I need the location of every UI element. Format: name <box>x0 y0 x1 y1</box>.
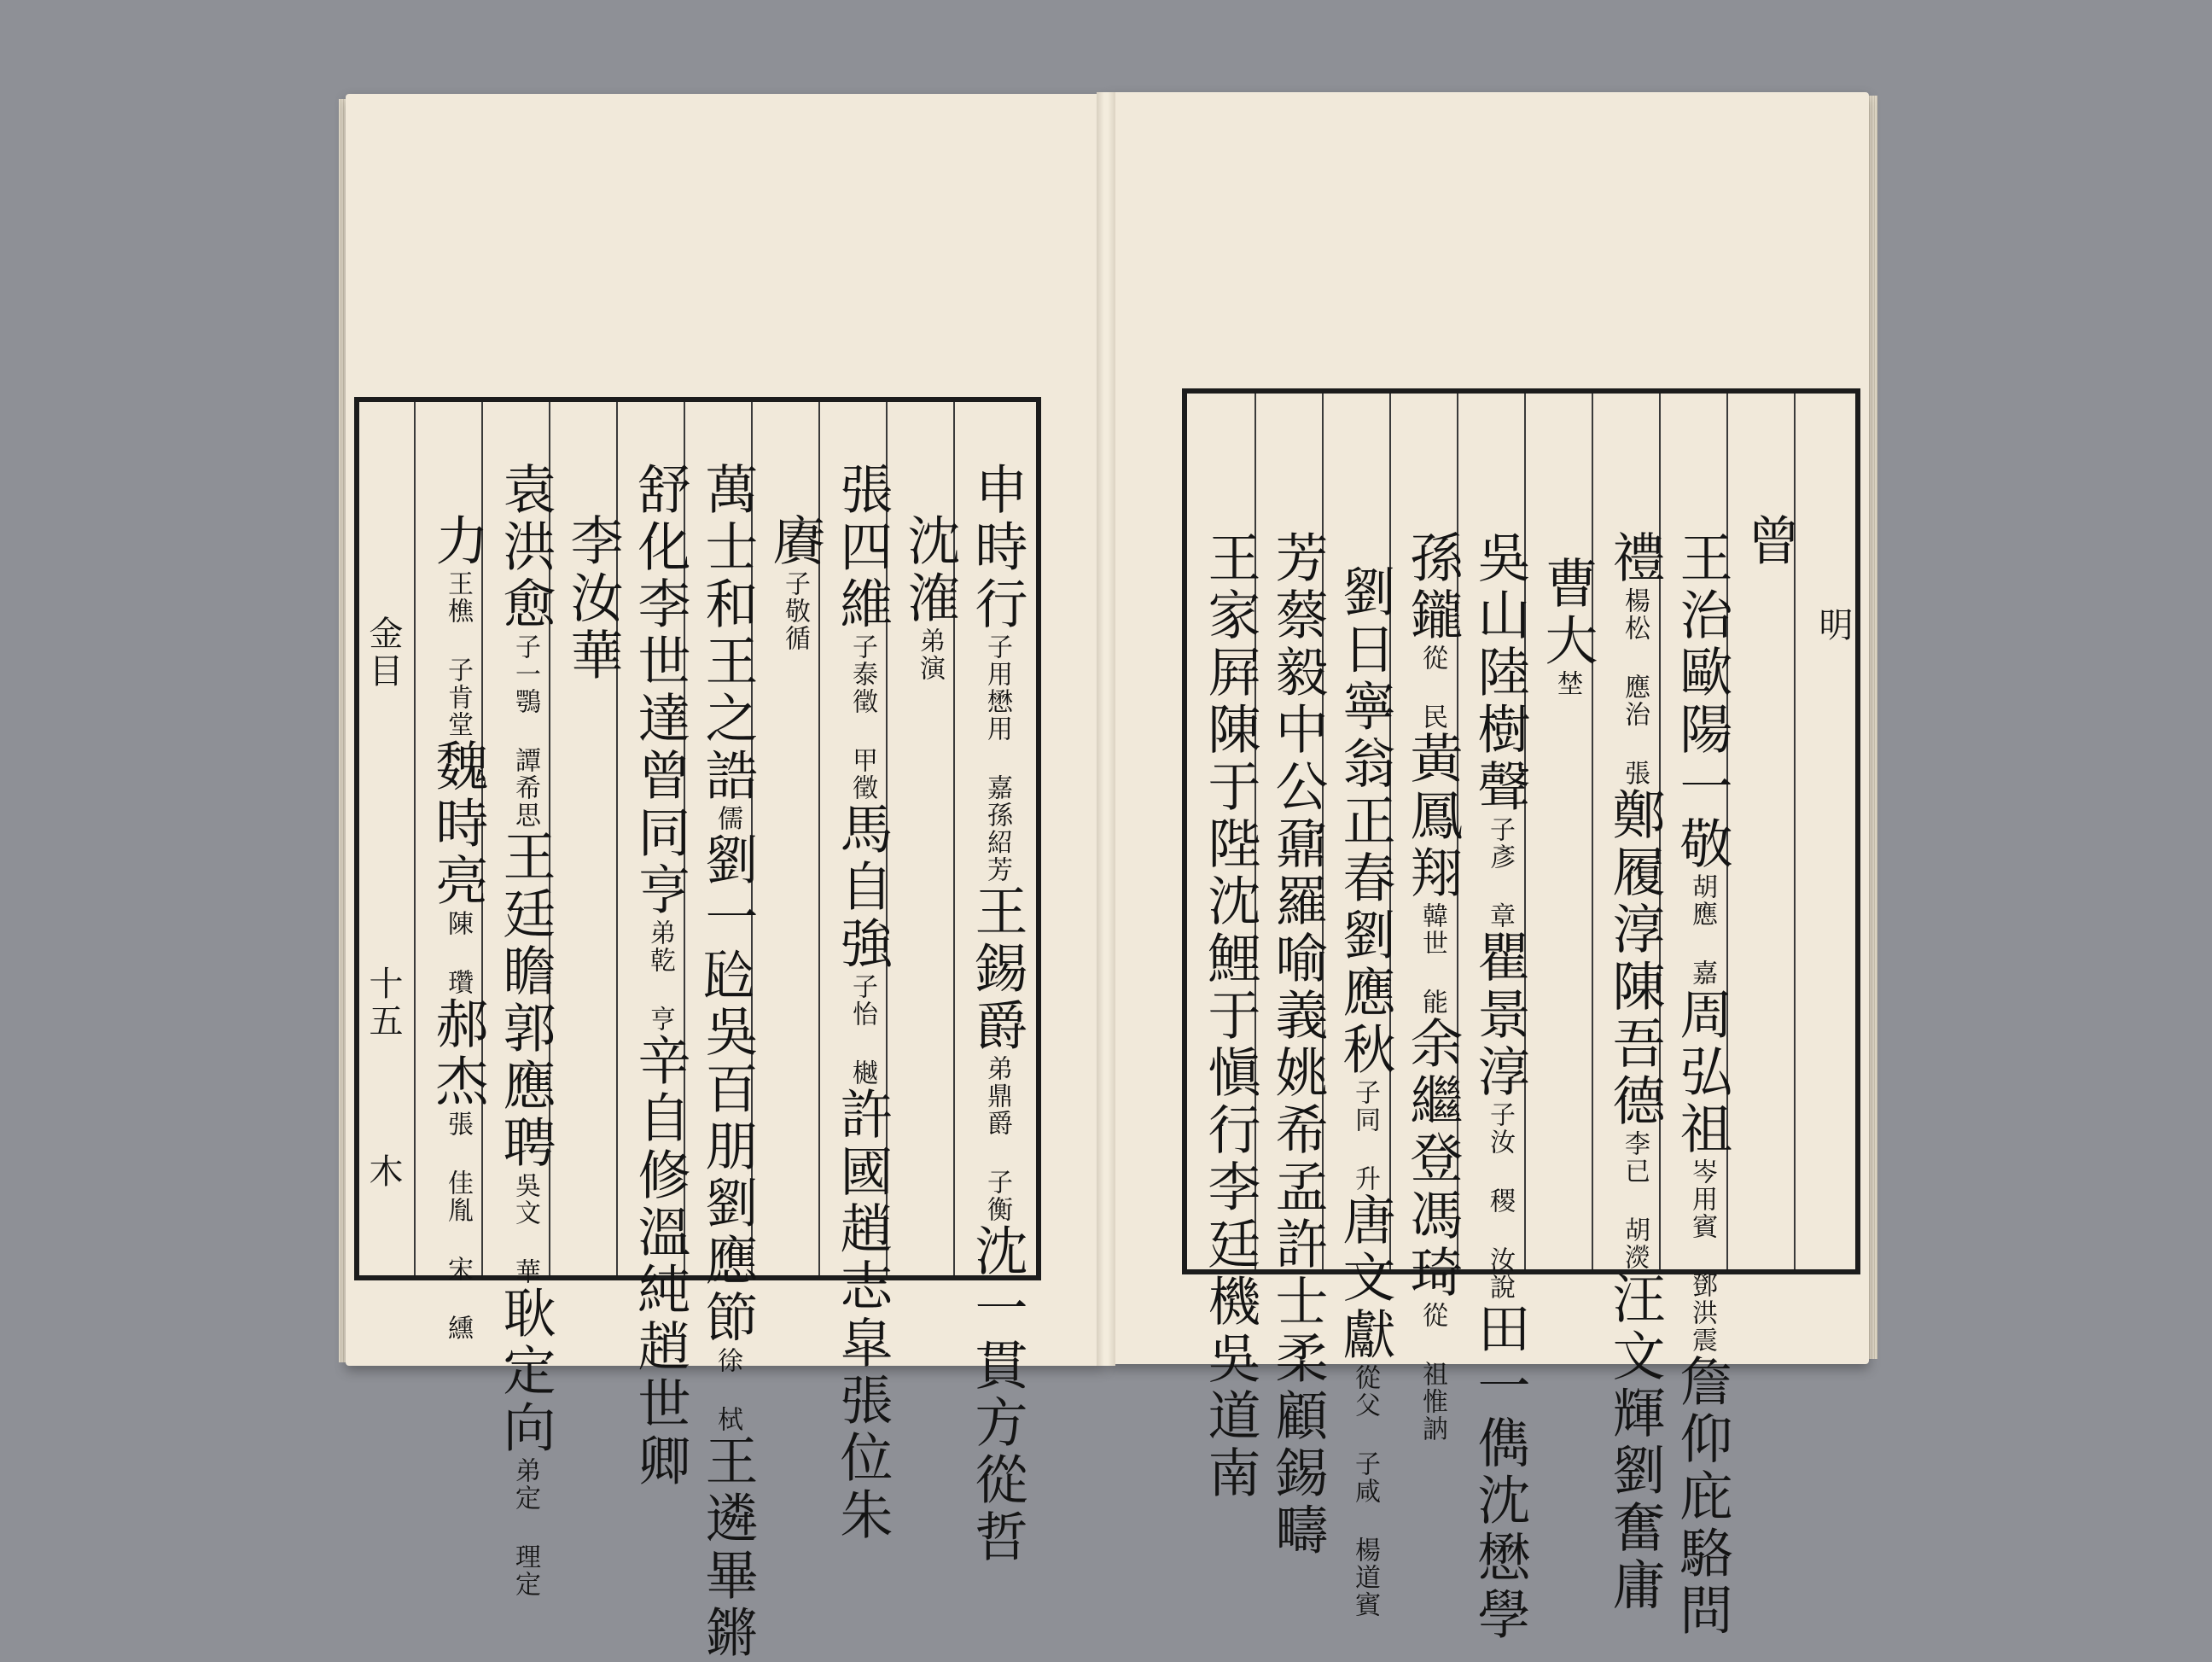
left-text-column-6: 舒化李世達曾同亨弟乾 亨辛自修溫純趙世卿 <box>629 462 691 1490</box>
book-spine <box>1097 92 1115 1366</box>
right-text-column-6: 孫鑨從 民黃鳳翔韓世 能余繼登馮琦從 祖惟訥 <box>1401 530 1464 1443</box>
right-text-column-7: 劉日寧翁正春劉應秋子同 升唐文獻從父 子咸 楊道賓 <box>1334 564 1396 1618</box>
right-text-column-9: 王家屛陳于陛沈鯉于愼行李廷機吳道南 <box>1199 530 1261 1502</box>
right-text-column-8: 芳蔡毅中公鼐羅喻義姚希孟許士柔顧錫疇 <box>1266 530 1329 1560</box>
left-page-number: 十五 <box>364 965 403 1041</box>
left-text-column-8: 袁洪愈子一鶚 譚希思王廷瞻郭應聘吳文 華耿定向弟定 理定 <box>494 462 556 1598</box>
left-text-column-7: 李汝華 <box>562 513 624 685</box>
left-text-column-9: 力王樵 子肯堂魏時亮陳 瓚郝杰張 佳胤 宋 纁 <box>427 513 489 1342</box>
left-text-column-5: 萬士和王之誥儒劉一𤬯吳百朋劉應節徐 栻王遴畢鏘 <box>696 462 759 1662</box>
left-text-column-1: 申時行子用懋用 嘉孫紹芳王錫爵弟鼎爵 子衡沈一貫方從哲 <box>966 462 1028 1566</box>
right-page-text-block <box>1182 388 1860 1644</box>
left-text-column-3: 張四維子泰徵 甲徵馬自強子怡 樾許國趙志皐張位朱 <box>831 462 894 1544</box>
right-text-column-5: 吳山陸樹聲子彥 章瞿景淳子汝 稷 汝說田一儁沈懋學 <box>1469 530 1531 1644</box>
right-text-column-3: 禮楊松 應治 張鄭履淳陳吾德李已 胡濙汪文輝劉奮庸 <box>1604 530 1666 1614</box>
left-block-mark: 木 <box>364 1153 403 1191</box>
left-text-column-4: 賡子敬循 <box>764 513 826 652</box>
right-text-column-4: 曹大埜 <box>1536 556 1598 697</box>
left-page-text-block <box>354 397 1041 1662</box>
right-margin-label: 明 <box>1813 607 1853 644</box>
right-text-column-2: 王治歐陽一敬胡應 嘉周弘祖岑用賓 鄧洪震詹仰庇駱問 <box>1671 530 1733 1640</box>
left-text-column-2: 沈㴶弟演 <box>899 513 961 682</box>
left-margin-label: 金目 <box>364 615 403 691</box>
right-text-column-1: 曾 <box>1738 513 1801 570</box>
